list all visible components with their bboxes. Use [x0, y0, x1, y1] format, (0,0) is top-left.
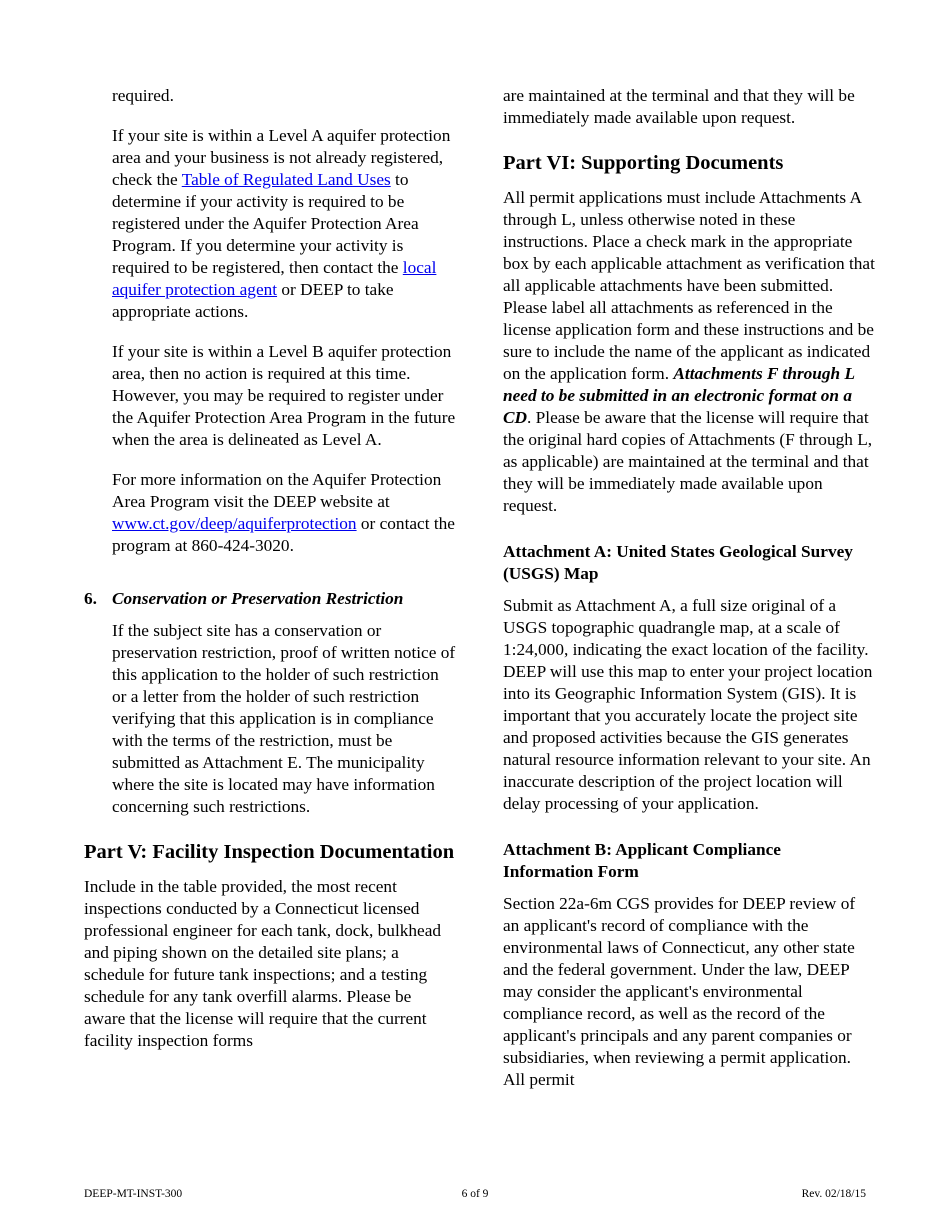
right-column: [503, 85, 875, 1091]
section-6-title: Conservation or Preservation Restriction: [112, 589, 404, 608]
level-a-text-2: to determine if your activity is required to be registered under the Aquifer Protection Area Program. If you determine your activity is required to be registered, then contact the: [112, 170, 419, 277]
section-6-number: 6.: [84, 589, 97, 608]
page-number: 6 of 9: [461, 1188, 489, 1200]
section-6-body: If the subject site has a conservation or preservation restriction, proof of written notice of this application to the holder of such restriction or a letter from the holder of such restriction verifying that this application is in compliance with the terms of the restriction, must be submitted as Attachment E. The municipality where the site is located may have information concerning such restrictions.: [112, 621, 456, 816]
part-vi-cd-requirement: Attachments F through L need to be submitted in an electronic format on a CD: [503, 363, 855, 427]
attachment-a-body: Submit as Attachment A, a full size original of a USGS topographic quadrangle map, at a scale of 1:24,000, indicating the exact location of the facility. DEEP will use this map to enter your project location into its Geographic Information System (GIS). It is important that you accurately locate the project site and proposed activities because the GIS generates natural resource information relevant to your site. An inaccurate description of the project location will delay processing of your application.: [503, 595, 873, 813]
paragraph-level-a: [84, 125, 456, 323]
local-aquifer-protection-agent-link[interactable]: local aquifer protection agent: [112, 258, 437, 299]
level-a-text-3: or DEEP to take appropriate actions.: [112, 280, 394, 321]
part-v-body: Include in the table provided, the most recent inspections conducted by a Connecticut licensed professional engineer for each tank, dock, bulkhead and piping shown on the detailed site plans; a schedule for future tank inspections; and a testing schedule for any tank overfill alarms. Please be aware that the license will require that the current facility inspection forms: [84, 876, 442, 1050]
paragraph-level-b: If your site is within a Level B aquifer protection area, then no action is required at this time. However, you may be required to register under the Aquifer Protection Area Program in the future when the area is delineated as Level A.: [112, 342, 456, 449]
part-vi-text-1: All permit applications must include Attachments A through L, unless otherwise noted in these instructions. Place a check mark in the appropriate box by each applicable attachment as verification that all applicable attachments have been submitted. Please label all attachments as referenced in the license application form and these instructions and be sure to include the name of the applicant as indicated on the application form.: [503, 187, 875, 383]
attachment-b-heading: Attachment B: Applicant Compliance Information Form: [503, 839, 781, 881]
table-of-regulated-land-uses-link[interactable]: Table of Regulated Land Uses: [181, 170, 391, 189]
paragraph-more-info: [84, 469, 456, 557]
section-6-heading: [84, 588, 456, 610]
revision-date: Rev. 02/18/15: [801, 1188, 866, 1200]
document-id: DEEP-MT-INST-300: [84, 1188, 183, 1200]
aquifer-protection-website-link[interactable]: www.ct.gov/deep/aquiferprotection: [112, 514, 357, 533]
more-info-text-2: or contact the program at 860-424-3020.: [112, 514, 455, 555]
part-vi-body: [503, 187, 875, 517]
paragraph-required: required.: [112, 86, 174, 105]
continued-paragraph: are maintained at the terminal and that they will be immediately made available upon request.: [503, 86, 855, 127]
left-column: [84, 85, 456, 1052]
part-vi-heading: Part VI: Supporting Documents: [503, 152, 784, 174]
more-info-text-1: For more information on the Aquifer Protection Area Program visit the DEEP website at: [112, 470, 442, 511]
part-vi-text-2: . Please be aware that the license will require that the original hard copies of Attachments (F through L, as applicable) are maintained at the terminal and that they will be immediately made available upon request.: [503, 407, 873, 515]
part-v-heading: Part V: Facility Inspection Documentation: [84, 841, 455, 863]
level-a-text-1: If your site is within a Level A aquifer protection area and your business is not already registered, check the: [112, 126, 451, 189]
attachment-a-heading: Attachment A: United States Geological Survey (USGS) Map: [503, 541, 853, 583]
attachment-b-body: Section 22a-6m CGS provides for DEEP review of an applicant's record of compliance with the environmental laws of Connecticut, any other state and the federal government. Under the law, DEEP may consider the applicant's environmental compliance record, as well as the record of the applicant's principals and any parent companies or subsidiaries, when reviewing a permit application. All permit: [503, 893, 856, 1089]
